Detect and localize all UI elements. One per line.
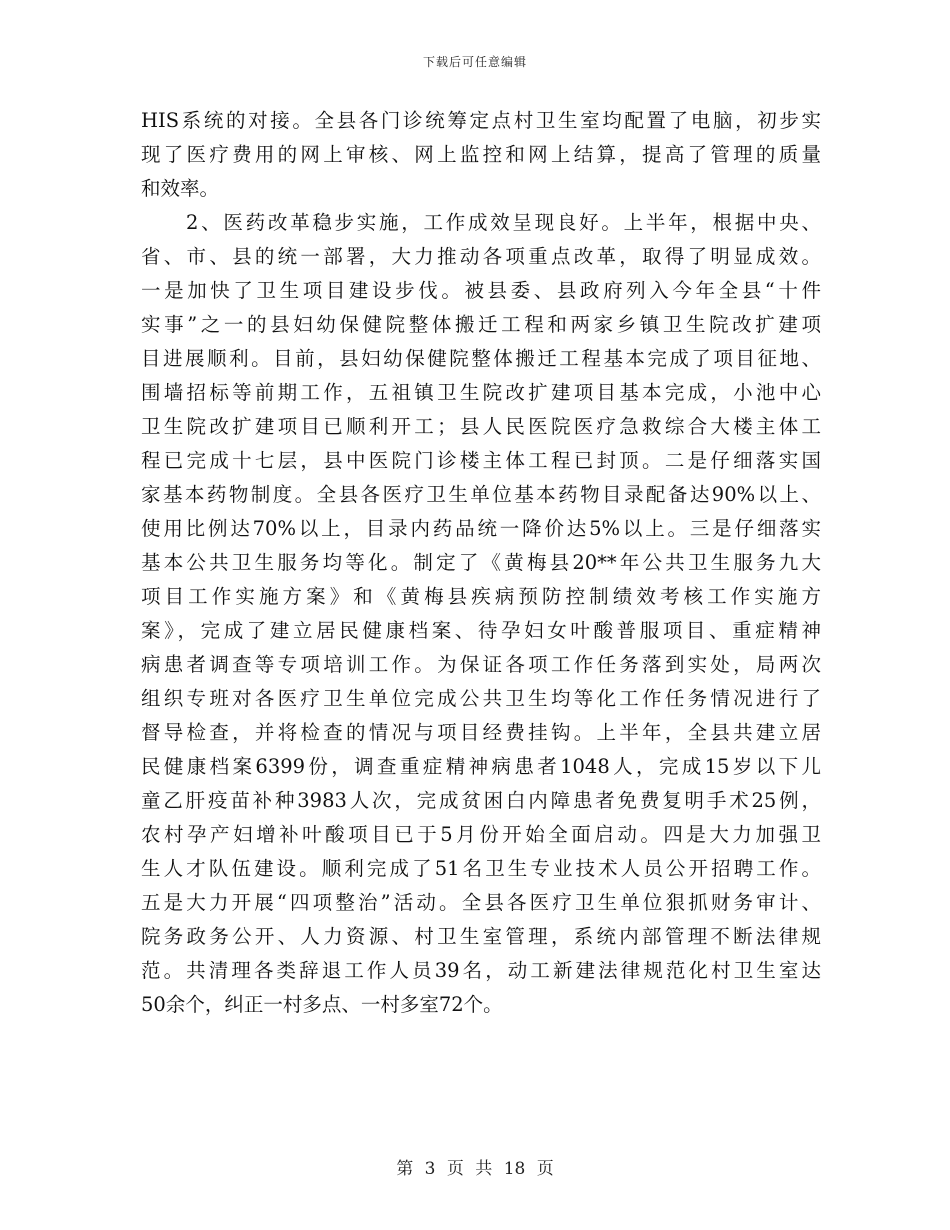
text-line: 案》，完成了建立居民健康档案、待孕妇女叶酸普服项目、重症精神 (141, 619, 821, 642)
text-line: 实事”之一的县妇幼保健院整体搬迁工程和两家乡镇卫生院改扩建项 (141, 313, 821, 336)
text-line: 家基本药物制度。全县各医疗卫生单位基本药物目录配备达90%以上、 (141, 483, 821, 506)
text-line: 农村孕产妇增补叶酸项目已于5月份开始全面启动。四是大力加强卫 (141, 823, 821, 846)
text-line: HIS系统的对接。全县各门诊统筹定点村卫生室均配置了电脑，初步实 (141, 109, 821, 132)
text-line: 病患者调查等专项培训工作。为保证各项工作任务落到实处，局两次 (141, 653, 821, 676)
text-line: 程已完成十七层，县中医院门诊楼主体工程已封顶。二是仔细落实国 (141, 449, 821, 472)
text-line: 项目工作实施方案》和《黄梅县疾病预防控制绩效考核工作实施方 (141, 585, 821, 608)
text-line: 和效率。 (141, 177, 220, 200)
text-line: 督导检查，并将检查的情况与项目经费挂钩。上半年，全县共建立居 (141, 721, 821, 744)
text-line: 使用比例达70%以上，目录内药品统一降价达5%以上。三是仔细落实 (141, 517, 821, 540)
text-line: 省、市、县的统一部署，大力推动各项重点改革，取得了明显成效。 (141, 245, 821, 268)
text-line: 组织专班对各医疗卫生单位完成公共卫生均等化工作任务情况进行了 (141, 687, 821, 710)
text-line: 一是加快了卫生项目建设步伐。被县委、县政府列入今年全县“十件 (141, 279, 821, 302)
text-line: 童乙肝疫苗补种3983人次，完成贫困白内障患者免费复明手术25例， (141, 789, 821, 812)
text-line: 院务政务公开、人力资源、村卫生室管理，系统内部管理不断法律规 (141, 925, 821, 948)
text-line: 目进展顺利。目前，县妇幼保健院整体搬迁工程基本完成了项目征地、 (141, 347, 821, 370)
text-line: 五是大力开展“四项整治”活动。全县各医疗卫生单位狠抓财务审计、 (141, 891, 821, 914)
text-line: 基本公共卫生服务均等化。制定了《黄梅县20**年公共卫生服务九大 (141, 551, 821, 574)
text-line: 卫生院改扩建项目已顺利开工；县人民医院医疗急救综合大楼主体工 (141, 415, 821, 438)
text-line: 50余个，纠正一村多点、一村多室72个。 (141, 993, 503, 1016)
text-line: 现了医疗费用的网上审核、网上监控和网上结算，提高了管理的质量 (141, 143, 821, 166)
text-line: 生人才队伍建设。顺利完成了51名卫生专业技术人员公开招聘工作。 (141, 857, 821, 880)
text-line: 范。共清理各类辞退工作人员39名，动工新建法律规范化村卫生室达 (141, 959, 821, 982)
body-text (141, 104, 821, 1022)
text-line: 围墙招标等前期工作，五祖镇卫生院改扩建项目基本完成，小池中心 (141, 381, 821, 404)
paragraph-start-line: 2、医药改革稳步实施，工作成效呈现良好。上半年，根据中央、 (186, 211, 821, 234)
text-line: 民健康档案6399份，调查重症精神病患者1048人，完成15岁以下儿 (141, 755, 821, 778)
page-header: 下载后可任意编辑 (422, 55, 527, 69)
page-footer: 第 3 页 共 18 页 (396, 1159, 554, 1179)
